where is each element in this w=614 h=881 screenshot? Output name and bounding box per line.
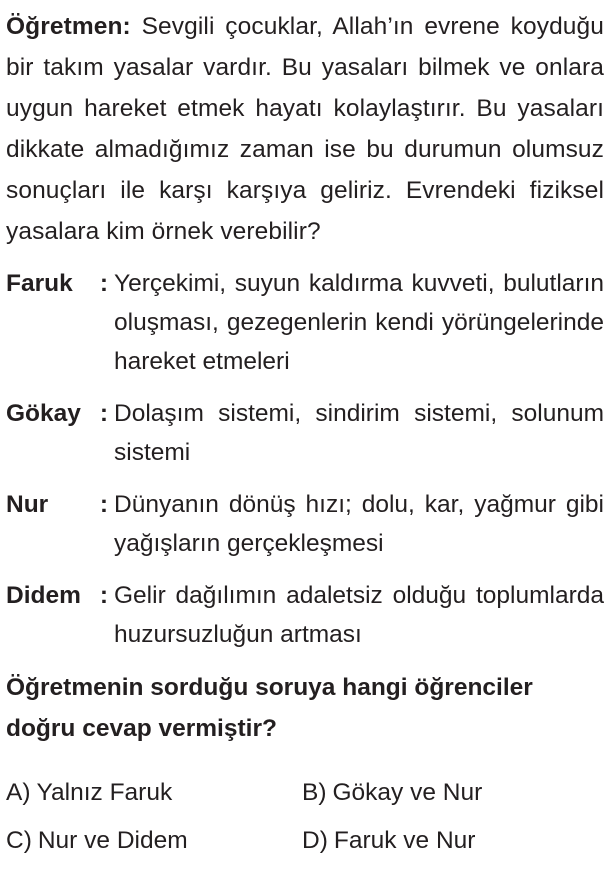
answer-text: Gelir dağılımın adaletsiz olduğu toplumlarda huzursuzluğun artması [114, 582, 604, 648]
answer-nur [6, 485, 604, 563]
option-text: Gökay ve Nur [332, 779, 483, 806]
colon: : [99, 491, 109, 518]
student-name: Gökay [6, 400, 81, 427]
teacher-label: Öğretmen: [6, 13, 131, 40]
option-letter: A) [6, 779, 31, 806]
answer-text: Dolaşım sistemi, sindirim sistemi, solunum sistemi [114, 400, 604, 466]
option-text: Nur ve Didem [37, 827, 188, 854]
question-stem: Öğretmenin sorduğu soruya hangi öğrenciler doğru cevap vermiştir? [6, 674, 533, 742]
student-answers [6, 264, 604, 654]
answer-gokay [6, 394, 604, 472]
option-text: Faruk ve Nur [333, 827, 476, 854]
teacher-statement: Sevgili çocuklar, Allah’ın evrene koyduğu bir takım yasalar vardır. Bu yasaları bilmek ve onlara uygun hareket etmek hayatı kolaylaştırır. Bu yasaları dikkate almadığımız zaman ise bu durumun olumsuz sonuçları ile karşı karşıya geliriz. Evrendeki fiziksel yasalara kim örnek verebilir? [6, 13, 604, 245]
option-letter: C) [6, 827, 32, 854]
answer-text: Yerçekimi, suyun kaldırma kuvveti, bulutların oluşması, gezegenlerin kendi yörüngelerinde hareket etmeleri [114, 270, 604, 375]
teacher-intro [6, 0, 604, 252]
option-d[interactable] [302, 823, 604, 859]
answer-options [6, 775, 604, 859]
colon: : [99, 400, 109, 427]
student-name: Nur [6, 491, 49, 518]
option-c[interactable] [6, 823, 302, 859]
option-text: Yalnız Faruk [36, 779, 173, 806]
colon: : [99, 270, 109, 297]
student-name: Faruk [6, 270, 73, 297]
answer-text: Dünyanın dönüş hızı; dolu, kar, yağmur gibi yağışların gerçekleşmesi [114, 491, 604, 557]
colon: : [99, 582, 109, 609]
option-letter: B) [302, 779, 327, 806]
student-name: Didem [6, 582, 81, 609]
answer-faruk [6, 264, 604, 381]
option-b[interactable] [302, 775, 604, 811]
option-a[interactable] [6, 775, 302, 811]
option-letter: D) [302, 827, 328, 854]
answer-didem [6, 576, 604, 654]
